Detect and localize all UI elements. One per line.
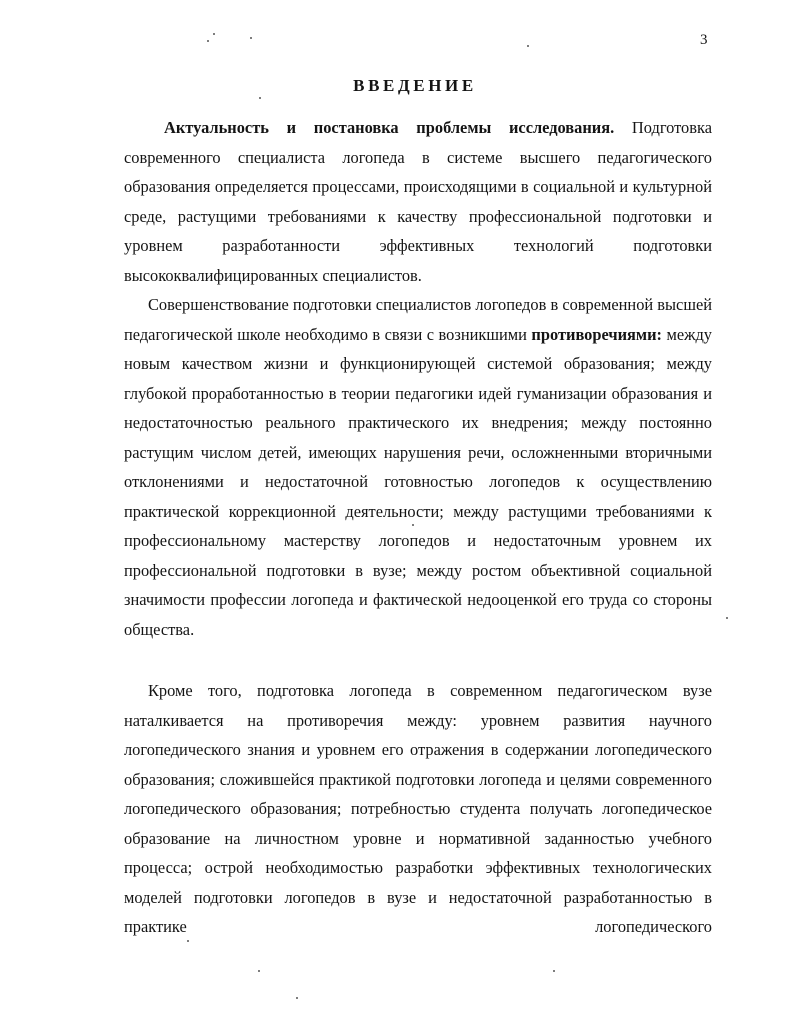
- scan-speck: [726, 617, 728, 619]
- scan-speck: [412, 524, 414, 526]
- paragraph-intro: Совершенствование подготовки специалистов логопедов в современной высшей педагогической школе необходимо в связи с возникшими: [124, 295, 712, 344]
- page-number: 3: [700, 32, 708, 48]
- scan-speck: [553, 970, 555, 972]
- section-heading: ВВЕДЕНИЕ: [353, 76, 477, 95]
- scan-speck: [187, 940, 189, 942]
- scan-speck: [207, 40, 209, 42]
- paragraph-text: Подготовка современного специалиста логопеда в системе высшего педагогического образования определяется процессами, происходящими в социальной и культурной среде, растущими требованиями к качеству профессиональной подготовки и уровнем разработанности эффективных технологий подготовки высококвалифицированных специалистов.: [124, 118, 712, 285]
- paragraph-text: Кроме того, подготовка логопеда в современном педагогическом вузе наталкивается на противоречия между: уровнем развития научного логопедического знания и уровнем его отражения в содержании логопедического образования; сложившейся практикой подготовки логопеда и целями современного логопедического образования; потребностью студента получать логопедическое образование на личностном уровне и нормативной заданностью учебного процесса; острой необходимостью разработки эффективных технологических моделей подготовки логопедов в вузе и недостаточной разработанностью в практике логопедического: [124, 681, 712, 936]
- scan-speck: [213, 33, 215, 35]
- paragraph-bold-term: противоречиями:: [531, 324, 662, 344]
- paragraph-text: между новым качеством жизни и функционирующей системой образования; между глубокой проработанностью в теории педагогики идей гуманизации образования и недостаточностью реального практического их внедрения; между постоянно растущим числом детей, имеющих нарушения речи, осложненными вторичными отклонениями и недостаточной готовностью логопедов к осуществлению практической коррекционной деятельности; между растущими требованиями к профессиональному мастерству логопедов и недостаточным уровнем их профессиональной подготовки в вузе; между ростом объективной социальной значимости профессии логопеда и фактической недооценкой его труда со стороны общества.: [124, 324, 713, 639]
- paragraph-additional-contradictions: [124, 676, 712, 942]
- scan-speck: [259, 97, 261, 99]
- paragraph-lead-bold: Актуальность и постановка проблемы исследования.: [164, 118, 615, 137]
- scan-speck: [527, 45, 529, 47]
- paragraph-relevance: [124, 113, 712, 290]
- paragraph-contradictions: [124, 290, 712, 644]
- scan-speck: [258, 970, 260, 972]
- scan-speck: [250, 37, 252, 39]
- scan-speck: [296, 997, 298, 999]
